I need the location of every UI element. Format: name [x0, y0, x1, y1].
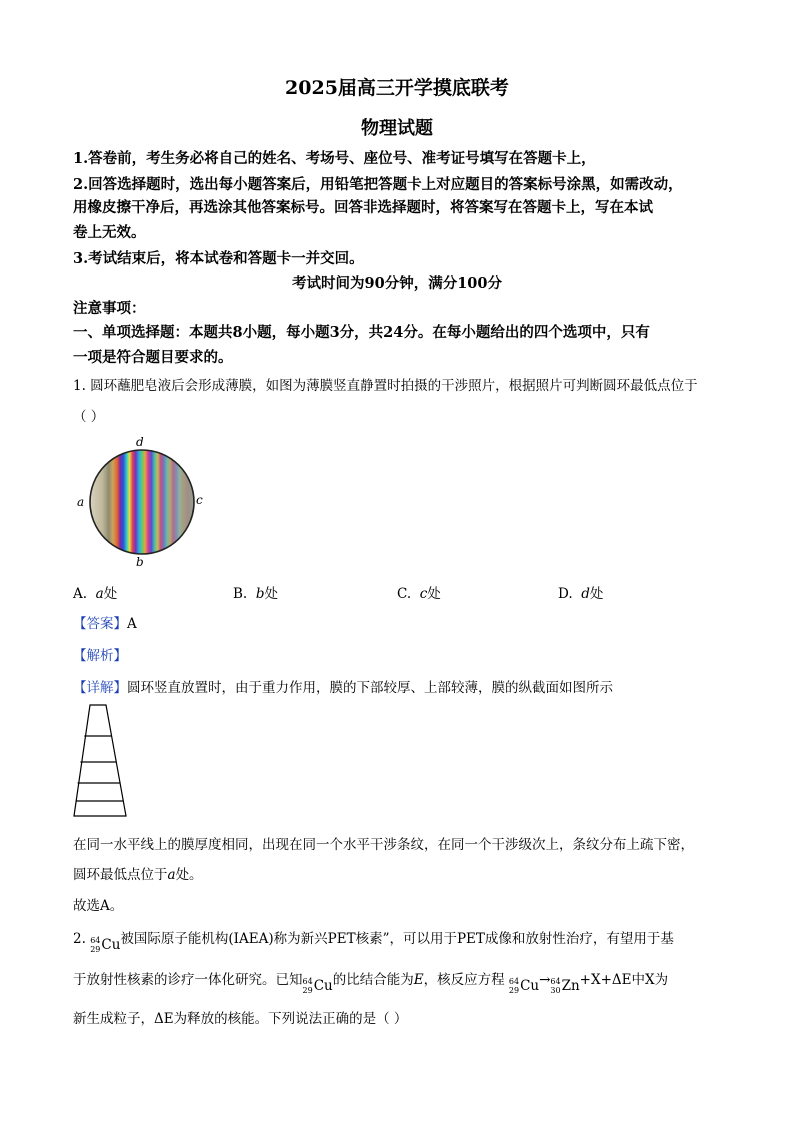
instruction-2-cont: 用橡皮擦干净后，再选涂其他答案标号。回答非选择题时，将答案写在答题卡上，写在本试 [73, 199, 653, 216]
section-1-heading: 一、单项选择题：本题共8小题，每小题3分，共24分。在每小题给出的四个选项中，只有 [73, 324, 650, 341]
section-1-heading-cont: 一项是符合题目要求的。 [73, 349, 233, 366]
label-b: b [136, 555, 144, 569]
instruction-1: 1.答卷前，考生务必将自己的姓名、考场号、座位号、准考证号填写在答题卡上， [73, 150, 596, 167]
q1-answer: 【答案】A [73, 616, 137, 632]
q1-detail: 【详解】圆环竖直放置时，由于重力作用，膜的下部较厚、上部较薄，膜的纵截面如图所示 [73, 680, 613, 696]
page-subtitle: 物理试题 [361, 118, 433, 139]
label-d: d [136, 435, 144, 449]
instruction-3: 3.考试结束后，将本试卷和答题卡一并交回。 [73, 250, 364, 267]
exam-info: 考试时间为90分钟，满分100分 [292, 275, 502, 292]
q1-option-d[interactable]: D. d处 [558, 586, 604, 602]
instruction-2-end: 卷上无效。 [73, 224, 146, 241]
q2-stem-2: 于放射性核素的诊疗一体化研究。已知 64 29 Cu 的比结合能为E，核反应方程 64 29 Cu → 64 30 Zn +X+ΔE中X为 [73, 972, 669, 995]
q1-stem: 1. 圆环蘸肥皂液后会形成薄膜，如图为薄膜竖直静置时拍摄的干涉照片，根据照片可判断圆环最低点位于 [73, 378, 698, 394]
q1-analysis-tag: 【解析】 [73, 648, 127, 664]
q1-stem-paren: （ ） [73, 409, 105, 425]
q1-option-c[interactable]: C. c处 [397, 586, 441, 602]
q2-stem-3: 新生成粒子，ΔE为释放的核能。下列说法正确的是（ ） [73, 1011, 408, 1027]
q1-choose: 故选A。 [73, 898, 124, 914]
q1-option-b[interactable]: B. b处 [233, 586, 278, 602]
q2-stem-1: 2. 64 29 Cu 被国际原子能机构(IAEA)称为新兴PET核素”，可以用于PET成像和放射性治疗，有望用于基 [73, 931, 674, 954]
q1-explanation-1: 在同一水平线上的膜厚度相同，出现在同一个水平干涉条纹，在同一个干涉级次上，条纹分布上疏下密， [73, 837, 694, 853]
q1-explanation-2: 圆环最低点位于a处。 [73, 867, 203, 883]
label-a: a [77, 495, 85, 509]
notice-label: 注意事项： [73, 300, 146, 317]
q1-option-a[interactable]: A. a处 [73, 586, 118, 602]
page-title: 2025届高三开学摸底联考 [285, 77, 509, 99]
label-c: c [196, 493, 203, 507]
film-cross-section-figure [72, 703, 128, 819]
soap-film-ring-figure [72, 432, 212, 572]
instruction-2: 2.回答选择题时，选出每小题答案后，用铅笔把答题卡上对应题目的答案标号涂黑，如需改动， [73, 176, 683, 193]
